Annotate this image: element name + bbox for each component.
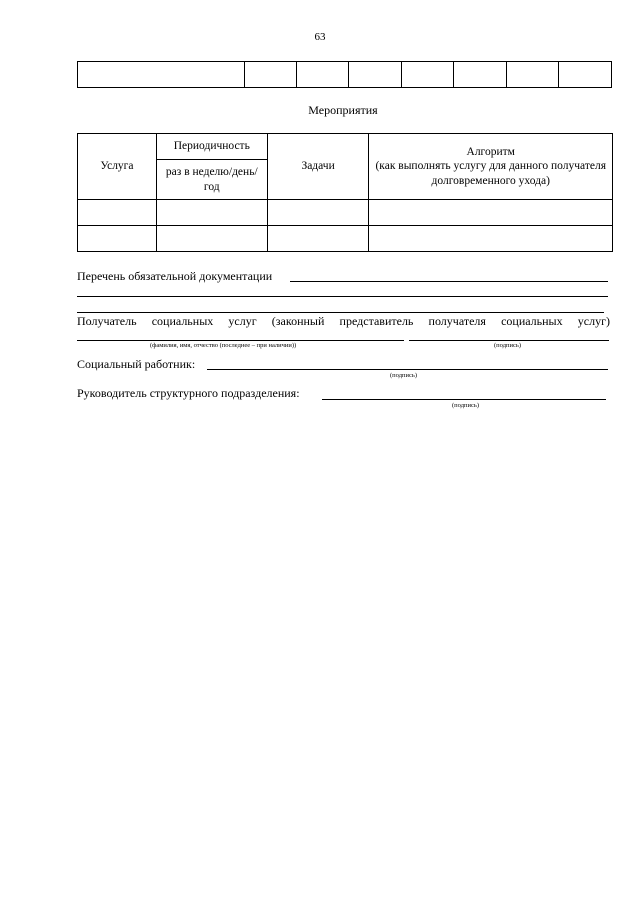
table-cell xyxy=(78,200,157,226)
docs-line[interactable] xyxy=(77,312,604,313)
signature-line[interactable] xyxy=(409,340,609,341)
table-cell xyxy=(506,62,559,88)
fio-line[interactable] xyxy=(77,340,404,341)
header-algorithm-title: Алгоритм xyxy=(466,145,515,158)
signature-caption: (подпись) xyxy=(452,402,479,409)
signature-caption: (подпись) xyxy=(494,342,521,349)
header-periodicity: Периодичность xyxy=(156,134,267,160)
table-row xyxy=(78,226,613,252)
table-cell xyxy=(78,226,157,252)
table-cell xyxy=(349,62,402,88)
docs-line[interactable] xyxy=(290,281,608,282)
table-cell xyxy=(401,62,454,88)
header-algorithm xyxy=(369,134,613,200)
table-row xyxy=(78,200,613,226)
table-cell xyxy=(267,200,369,226)
table-cell xyxy=(267,226,369,252)
header-tasks: Задачи xyxy=(267,134,369,200)
fio-caption: (фамилия, имя, отчество (последнее – при наличии)) xyxy=(150,342,297,349)
table-cell xyxy=(296,62,349,88)
docs-line[interactable] xyxy=(77,296,608,297)
table-cell xyxy=(559,62,612,88)
top-table xyxy=(77,61,612,88)
header-algorithm-subtitle: (как выполнять услугу для данного получателя долговременного ухода) xyxy=(375,160,607,187)
page-number: 63 xyxy=(314,31,326,43)
header-row xyxy=(78,134,613,160)
social-worker-line[interactable] xyxy=(207,369,608,370)
header-periodicity-sub: раз в неделю/день/год xyxy=(156,160,267,200)
header-service: Услуга xyxy=(78,134,157,200)
recipient-label: Получатель социальных услуг (законный представитель получателя социальных услуг) xyxy=(77,314,610,328)
table-row xyxy=(78,62,612,88)
table-cell xyxy=(156,200,267,226)
table-cell xyxy=(454,62,507,88)
docs-label: Перечень обязательной документации xyxy=(77,269,273,283)
table-cell xyxy=(78,62,245,88)
head-signature-line[interactable] xyxy=(322,399,606,400)
section-title: Мероприятия xyxy=(308,103,378,117)
head-label: Руководитель структурного подразделения: xyxy=(77,386,300,400)
social-worker-label: Социальный работник: xyxy=(77,357,196,371)
signature-caption: (подпись) xyxy=(390,372,417,379)
table-cell xyxy=(245,62,297,88)
table-cell xyxy=(369,200,613,226)
activities-table xyxy=(77,133,613,252)
table-cell xyxy=(156,226,267,252)
table-cell xyxy=(369,226,613,252)
